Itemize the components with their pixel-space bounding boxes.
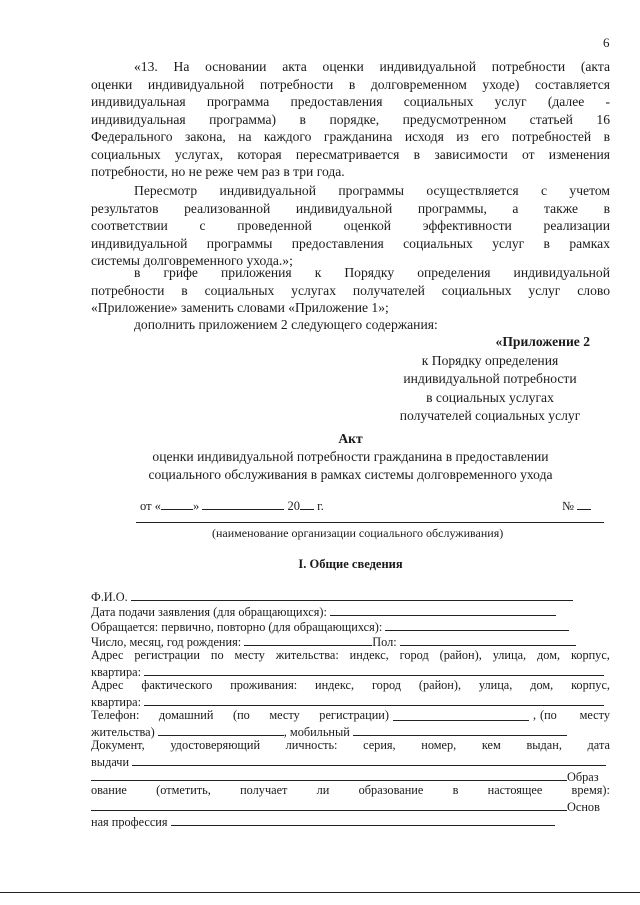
reg-address-label [91, 648, 610, 663]
paragraph-line: соответствии с проведенной оценкой эффективности реализации [91, 218, 610, 233]
label-word: улица, [478, 678, 513, 692]
label-word: Документ, [91, 738, 145, 752]
act-date-field[interactable] [140, 497, 324, 514]
birth-date-field[interactable] [244, 633, 372, 646]
paragraph-line: социальных услугах, которая пересматривается в зависимости от изменения [91, 146, 610, 162]
birth-date-label: Число, месяц, год рождения: [91, 635, 242, 649]
profession-label-start: Основ [567, 800, 600, 814]
label-word: образование [358, 783, 424, 797]
paragraph-line: Пересмотр индивидуальной программы осуществляется с учетом [134, 183, 610, 198]
label-word: месту [234, 648, 265, 662]
application-date-label: Дата подачи заявления (для обращающихся): [91, 605, 327, 619]
label-word: корпус, [570, 648, 610, 662]
date-prefix: от « [140, 499, 161, 513]
org-caption: (наименование организации социального обслуживания) [212, 526, 504, 540]
appendix-line: индивидуальной потребности [403, 371, 577, 386]
profession-label: ная профессия [91, 815, 168, 829]
label-word: получает [240, 783, 288, 797]
paragraph-line: индивидуальная программа предоставления социальных услуг (далее - [91, 94, 610, 109]
home-phone-field[interactable] [393, 708, 529, 721]
application-date-field[interactable] [330, 603, 556, 616]
label-word: время): [571, 783, 610, 797]
number-label: № [562, 499, 574, 513]
label-word: (район), [418, 678, 462, 692]
document-page: 6 «13. На основании акта оценки индивидуальной потребности (акта оценки индивидуальной потребности в долговременном уходе) составляется индивидуальная программа предоставления социальных услуг (далее - индивидуальная программа) в порядке, предусмотренном статьей 16 Федерального закона, на каждого гражданина исходя из его потребностей в социальных услугах, которая пересматривается в зависимости от изменения потребности, но не реже чем раз в три года. Пересмотр индивидуальной программы осуществляется с учетом результатов реализованной индивидуальной программы, а также в соответствии с проведенной оценкой эффективности реализации индивидуальной программы предоставления социальных услуг в рамках системы долговременного ухода.»; в грифе приложения к Порядку определения индивидуальной потребности в социальных услугах получателей социальных услуг слово «Приложение» заменить словами «Приложение 1»; дополнить приложением 2 следующего содержания: «Приложение 2 к Порядку определения индивидуальной потребности в социальных услугах получателей социальных услуг Акт оценки индивидуальной потребности гражданина в предоставлении социального обслуживания в рамках системы долговременного ухода от « » 20 г. № (наименование организации социального обслуживания) I. Общие сведения Ф.И.О. Дата подачи заявления (для обращающихся): Обращается: первично, повторно (для обращающихся): Число, месяц, год рождения: Пол: Адрес регистрации по месту жительства: индекс, город (район), улица, дом, корпус, квартира: Адрес фактического проживания: индекс, город (район), улица, дом, корпус, квартира: Телефон: домашний (по месту регистрации) , (по месту жительства) , мобильный Документ, удостоверяющий личность: серия, номер, кем выдан, дата выдачи Образ ование (отметить, получает ли образование в настоящее время): Основ ная профессия [0, 0, 640, 905]
education-label-start: Образ [567, 770, 599, 784]
paragraph-line: индивидуальной программы предоставления социальных услуг в рамках [91, 235, 610, 251]
label-word: ли [316, 783, 330, 797]
label-word: регистрации) [319, 708, 389, 722]
label-word: домашний [158, 708, 214, 722]
label-word: корпус, [571, 678, 610, 692]
label-word: серия, [363, 738, 396, 752]
sex-field[interactable] [400, 633, 576, 646]
paragraph-line: «13. На основании акта оценки индивидуальной потребности (акта [134, 59, 610, 74]
appendix-title: «Приложение 2 [495, 334, 590, 349]
paragraph-line: Федерального закона, на каждого гражданина исходя из его потребностей в [91, 129, 610, 144]
applies-field[interactable] [385, 618, 569, 631]
document-issue-label: выдачи [91, 755, 130, 769]
reg-address-apt-label: квартира: [91, 665, 142, 679]
applies-label: Обращается: первично, повторно (для обращающихся): [91, 620, 383, 634]
document-field-cont[interactable] [91, 768, 567, 781]
sex-label: Пол: [372, 635, 397, 649]
paragraph-line: потребности, но не реже чем раз в три года. [91, 164, 345, 179]
label-word: (район), [439, 648, 482, 662]
date-suffix: г. [317, 499, 324, 513]
label-word: личность: [285, 738, 338, 752]
paragraph-appendix-change [91, 264, 610, 317]
fact-address-field[interactable] [144, 693, 604, 706]
label-word: индекс, [315, 678, 355, 692]
label-word: фактического [141, 678, 213, 692]
paragraph-review [91, 182, 610, 270]
fio-field[interactable] [131, 588, 573, 601]
phone-tail [540, 708, 610, 723]
label-word: проживания: [230, 678, 298, 692]
paragraph-line: системы долговременного ухода.»; [91, 253, 293, 268]
label-word: регистрации [134, 648, 200, 662]
education-field[interactable] [91, 798, 567, 811]
label-word: выдан, [526, 738, 562, 752]
label-word: месту [269, 708, 300, 722]
appendix-line: получателей социальных услуг [399, 408, 581, 423]
paragraph-line: оценки индивидуальной потребности в долговременном уходе) составляется [91, 76, 610, 92]
label-word: Адрес [91, 648, 124, 662]
document-label [91, 738, 610, 753]
fact-address-label [91, 678, 610, 693]
education-label [91, 783, 610, 798]
fact-address-apt-label: квартира: [91, 695, 142, 709]
org-name-line[interactable] [136, 522, 604, 523]
label-word: (по [233, 708, 250, 722]
act-number-field[interactable] [562, 497, 591, 514]
label-word: дата [587, 738, 610, 752]
fio-label: Ф.И.О. [91, 590, 128, 604]
section-title: I. Общие сведения [298, 557, 403, 571]
paragraph-line: «Приложение» заменить словами «Приложение 1»; [91, 300, 389, 315]
paragraph-line: результатов реализованной индивидуальной программы, а также в [91, 200, 610, 216]
label-word: кем [481, 738, 501, 752]
residence-phone-field[interactable] [158, 723, 284, 736]
act-subtitle: социального обслуживания в рамках системы долговременного ухода [148, 467, 553, 482]
mobile-label: , мобильный [283, 725, 350, 739]
label-word: Адрес [91, 678, 124, 692]
phone-residence-label: жительства) [91, 725, 155, 739]
act-title: Акт [338, 431, 363, 446]
label-word: удостоверяющий [170, 738, 261, 752]
label-word: номер, [421, 738, 457, 752]
page-bottom-border [0, 892, 640, 893]
appendix-line: к Порядку определения [421, 352, 559, 368]
mobile-phone-field[interactable] [353, 723, 567, 736]
paragraph-line: индивидуальная программа) в порядке, предусмотренном статьей 16 [91, 111, 610, 127]
label-word: по [210, 648, 224, 662]
label-word: город [371, 678, 402, 692]
date-mid: » [192, 499, 200, 513]
label-word: настоящее [487, 783, 543, 797]
page-number: 6 [603, 35, 610, 50]
label-word: Телефон: [91, 708, 140, 722]
appendix-line: в социальных услугах [426, 389, 554, 405]
paragraph-add-appendix: дополнить приложением 2 следующего содержания: [134, 317, 438, 332]
appendix-header [370, 333, 610, 426]
label-word: ование [91, 783, 127, 797]
label-word: в [452, 783, 459, 797]
phone-label [91, 708, 389, 723]
act-subtitle: оценки индивидуальной потребности гражданина в предоставлении [152, 449, 549, 464]
label-word: (отметить, [156, 783, 211, 797]
label-word: индекс, [349, 648, 389, 662]
label-word: город [399, 648, 429, 662]
paragraph-13 [91, 58, 610, 181]
reg-address-field[interactable] [144, 663, 604, 676]
label-word: жительства: [275, 648, 339, 662]
profession-field[interactable] [171, 813, 555, 826]
label-word: дом, [537, 648, 561, 662]
date-year: 20 [287, 499, 300, 513]
paragraph-line: в грифе приложения к Порядку определения индивидуальной [134, 265, 610, 280]
document-field[interactable] [132, 753, 606, 766]
label-word: улица, [492, 648, 527, 662]
label-word: дом, [530, 678, 554, 692]
paragraph-line: потребности в социальных услугах получателей социальных услуг слово [91, 282, 610, 298]
label-word: (по [539, 708, 557, 722]
label-word: месту [579, 708, 610, 722]
